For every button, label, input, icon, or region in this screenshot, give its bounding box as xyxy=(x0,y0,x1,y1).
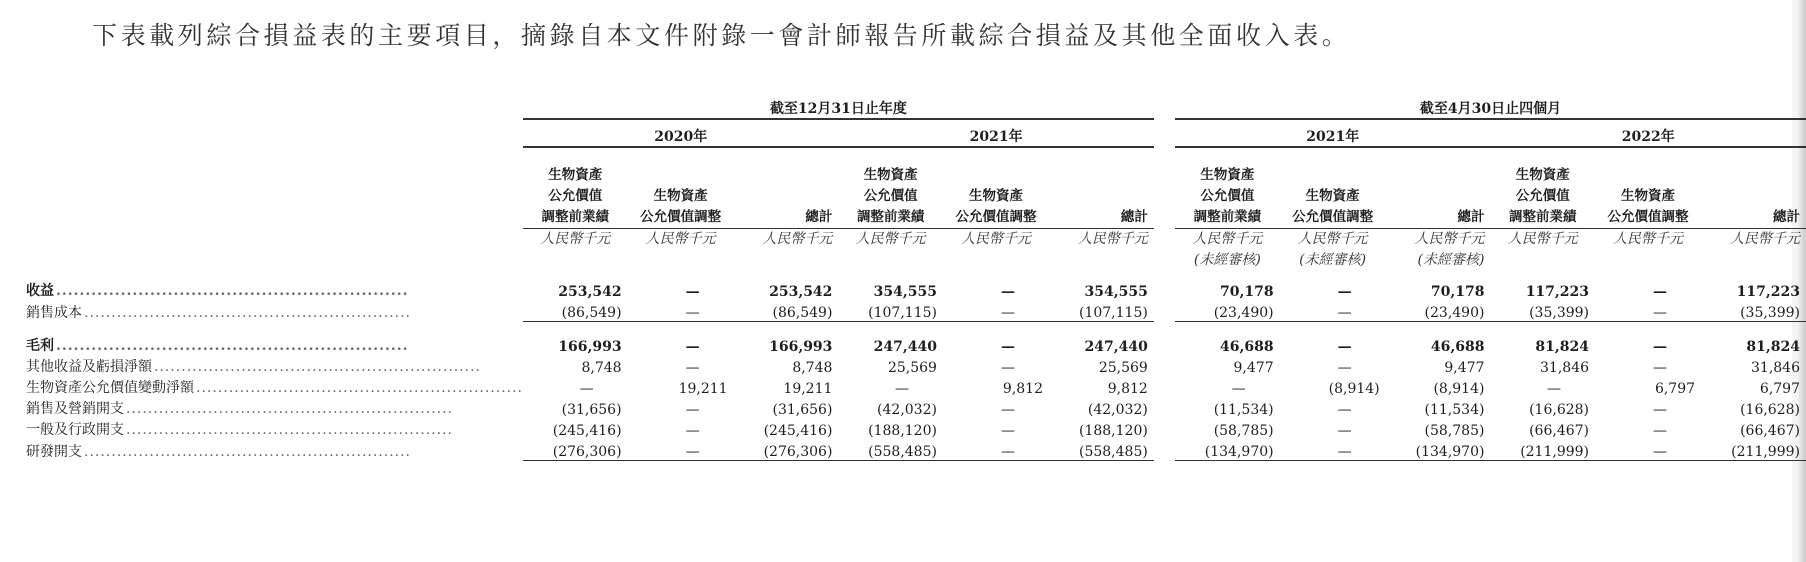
gap xyxy=(1154,376,1175,397)
unit-label: 人民幣千元 xyxy=(943,229,1049,280)
col-header-total: 總計 xyxy=(1773,209,1800,225)
table-cell: — xyxy=(1001,284,1015,300)
table-cell: (86,549) xyxy=(734,300,839,322)
header-line: 公允價值 xyxy=(548,188,603,204)
spacer xyxy=(1154,322,1175,335)
header-line: 人民幣千元 xyxy=(1297,231,1368,247)
period-header-annual: 截至12月31日止年度 xyxy=(523,92,1154,119)
table-cell: 19,211 xyxy=(783,381,833,397)
table-row xyxy=(26,334,1806,355)
table-cell: (188,120) xyxy=(1079,423,1148,439)
table-cell: 8,748 xyxy=(792,360,833,376)
header-line: 公允價值調整 xyxy=(955,209,1037,225)
unit-label xyxy=(1175,229,1280,280)
table-cell: 9,477 xyxy=(1233,360,1274,376)
header-line: 生物資產 xyxy=(968,188,1023,204)
row-label xyxy=(26,397,523,418)
table-row xyxy=(26,418,1806,439)
blank-unit xyxy=(26,229,523,280)
gap xyxy=(1154,147,1175,229)
row-label-text: 銷售成本 xyxy=(26,304,82,321)
gap xyxy=(1154,279,1175,300)
table-cell: 31,846 xyxy=(1751,360,1800,376)
table-cell: 117,223 xyxy=(1736,284,1800,300)
leader-dots: ............................................................ xyxy=(56,338,409,354)
table-cell: — xyxy=(1547,381,1562,397)
table-cell: 46,688 xyxy=(1430,339,1485,355)
table-cell: — xyxy=(1337,284,1352,300)
header-line: 生物資產 xyxy=(863,167,918,183)
spacer xyxy=(628,322,734,335)
year-header-2022-interim: 2022年 xyxy=(1490,119,1806,147)
table-cell: 9,477 xyxy=(1444,360,1485,376)
table-cell: 6,797 xyxy=(1759,381,1800,397)
table-cell: — xyxy=(1595,300,1701,322)
header-line: 生物資產 xyxy=(548,167,603,183)
col-header-fair-value-adjustment xyxy=(1280,147,1386,229)
table-cell: — xyxy=(1653,339,1668,355)
table-cell: 117,223 xyxy=(1525,284,1590,300)
header-line: 公允價值調整 xyxy=(640,209,722,225)
table-cell: 354,555 xyxy=(873,284,937,300)
leader-dots: ............................................................ xyxy=(126,401,454,417)
gap xyxy=(1154,334,1175,355)
table-cell: — xyxy=(1653,423,1668,439)
header-line: 公允價值 xyxy=(863,188,918,204)
table-cell: (58,785) xyxy=(1213,423,1274,439)
table-cell: — xyxy=(685,284,700,300)
table-cell: (35,399) xyxy=(1701,300,1806,322)
table-cell: — xyxy=(685,423,700,439)
row-label xyxy=(26,355,523,376)
table-cell: — xyxy=(1280,439,1386,461)
gap xyxy=(1154,229,1175,280)
table-cell: — xyxy=(1001,402,1015,418)
table-cell: — xyxy=(1231,381,1246,397)
table-cell: — xyxy=(1595,439,1701,461)
spacer xyxy=(838,322,943,335)
table-row xyxy=(26,439,1806,461)
unit-label: 人民幣千元 xyxy=(734,229,839,280)
row-label-text: 生物資產公允價值變動淨額 xyxy=(26,380,194,396)
period-header-interim: 截至4月30日止四個月 xyxy=(1175,92,1806,119)
leader-dots: ............................................................ xyxy=(84,443,412,460)
spacer xyxy=(943,322,1049,335)
spacer xyxy=(734,322,839,335)
table-cell: — xyxy=(1337,402,1352,418)
header-line: 人民幣千元 xyxy=(1192,231,1263,247)
table-cell: (66,467) xyxy=(1529,423,1590,439)
col-header-before-adjustment xyxy=(523,147,628,229)
unit-label: 人民幣千元 xyxy=(838,229,943,280)
header-line: 生物資產 xyxy=(1305,188,1360,204)
table-cell: 6,797 xyxy=(1654,381,1696,397)
table-cell: 253,542 xyxy=(769,284,833,300)
col-header-total: 總計 xyxy=(1120,209,1148,225)
table-cell: — xyxy=(685,402,700,418)
table-cell: 81,824 xyxy=(1746,339,1800,355)
row-label-text: 一般及行政開支 xyxy=(26,422,124,438)
table-cell: — xyxy=(1337,423,1352,439)
table-row xyxy=(26,279,1806,300)
leader-dots: ............................................................ xyxy=(196,380,524,396)
unit-label: 人民幣千元 xyxy=(1049,229,1154,280)
col-header-before-adjustment xyxy=(1175,147,1280,229)
table-cell: 25,569 xyxy=(887,360,937,376)
table-cell: (16,628) xyxy=(1740,402,1800,418)
table-cell: — xyxy=(1653,402,1668,418)
table-cell: (107,115) xyxy=(1049,300,1154,322)
table-cell: (42,032) xyxy=(1087,402,1148,418)
row-label xyxy=(26,279,523,300)
table-cell: (245,416) xyxy=(552,423,622,439)
table-cell: 70,178 xyxy=(1430,284,1485,300)
spacer xyxy=(1595,322,1701,335)
header-line: 調整前業績 xyxy=(856,209,925,225)
table-cell: 8,748 xyxy=(581,360,622,376)
table-cell: (276,306) xyxy=(523,439,628,461)
unit-label: 人民幣千元 xyxy=(628,229,734,280)
header-line: 公允價值調整 xyxy=(1607,209,1689,225)
leader-dots: ............................................................ xyxy=(84,304,412,321)
table-cell: — xyxy=(1280,300,1386,322)
table-cell: 46,688 xyxy=(1220,339,1274,355)
table-cell: 247,440 xyxy=(873,339,937,355)
leader-dots: ............................................................ xyxy=(56,283,409,299)
table-cell: (86,549) xyxy=(523,300,628,322)
table-cell: (31,656) xyxy=(561,402,622,418)
table-cell: — xyxy=(1001,423,1015,439)
gap xyxy=(1154,439,1175,461)
table-cell: (558,485) xyxy=(1049,439,1154,461)
table-cell: (11,534) xyxy=(1213,402,1274,418)
header-line: 調整前業績 xyxy=(1193,209,1262,225)
row-label-text: 毛利 xyxy=(26,338,54,354)
table-cell: — xyxy=(894,381,909,397)
spacer xyxy=(1175,322,1280,335)
row-label xyxy=(26,334,523,355)
col-header-before-adjustment xyxy=(838,147,943,229)
header-line: 生物資產 xyxy=(653,188,708,204)
income-statement-table xyxy=(26,92,1806,461)
header-line: 公允價值調整 xyxy=(1292,209,1374,225)
gap xyxy=(1154,397,1175,418)
table-cell: (245,416) xyxy=(763,423,833,439)
table-cell: (558,485) xyxy=(838,439,943,461)
table-cell: — xyxy=(1653,284,1668,300)
table-cell: (23,490) xyxy=(1175,300,1280,322)
table-cell: 247,440 xyxy=(1084,339,1148,355)
table-cell: (8,914) xyxy=(1328,381,1380,397)
table-cell: (276,306) xyxy=(734,439,839,461)
table-cell: 9,812 xyxy=(1002,381,1043,397)
header-line: (未經審核) xyxy=(1299,252,1367,268)
table-cell: (134,970) xyxy=(1386,439,1491,461)
table-cell: (23,490) xyxy=(1386,300,1491,322)
table-cell: (11,534) xyxy=(1424,402,1485,418)
header-line: 人民幣千元 xyxy=(1414,231,1485,247)
table-cell: 9,812 xyxy=(1107,381,1148,397)
table-cell: (107,115) xyxy=(838,300,943,322)
unit-label: 人民幣千元 xyxy=(1490,229,1595,280)
spacer xyxy=(1386,322,1491,335)
table-cell: (66,467) xyxy=(1740,423,1800,439)
header-line: 調整前業績 xyxy=(1508,209,1577,225)
table-cell: — xyxy=(1337,339,1352,355)
table-cell: — xyxy=(1001,339,1015,355)
table-cell: 70,178 xyxy=(1220,284,1274,300)
blank-header xyxy=(26,147,523,229)
table-row xyxy=(26,355,1806,376)
row-label-text: 其他收益及虧損淨額 xyxy=(26,359,152,375)
table-cell: 25,569 xyxy=(1098,360,1148,376)
table-cell: 354,555 xyxy=(1084,284,1148,300)
col-header-before-adjustment xyxy=(1490,147,1595,229)
year-header-2021-interim: 2021年 xyxy=(1175,119,1490,147)
table-cell: (35,399) xyxy=(1490,300,1595,322)
table-cell: — xyxy=(943,300,1049,322)
header-line: 公允價值 xyxy=(1200,188,1255,204)
row-label-text: 收益 xyxy=(26,283,54,299)
leader-dots: ............................................................ xyxy=(126,422,454,438)
table-cell: — xyxy=(1001,360,1015,376)
table-cell: — xyxy=(1653,360,1668,376)
spacer xyxy=(1490,322,1595,335)
header-line: 生物資產 xyxy=(1515,167,1570,183)
header-line: 調整前業績 xyxy=(541,209,610,225)
unit-label: 人民幣千元 xyxy=(1701,229,1806,280)
table-cell: (211,999) xyxy=(1701,439,1806,461)
spacer xyxy=(1049,322,1154,335)
col-header-fair-value-adjustment xyxy=(1595,147,1701,229)
table-cell: 31,846 xyxy=(1540,360,1590,376)
row-label xyxy=(26,376,523,397)
table-cell: 166,993 xyxy=(769,339,833,355)
table-cell: 253,542 xyxy=(558,284,622,300)
header-line: (未經審核) xyxy=(1417,252,1485,268)
table-cell: — xyxy=(579,381,594,397)
row-label xyxy=(26,300,523,322)
table-cell: — xyxy=(685,360,700,376)
header-line: 生物資產 xyxy=(1621,188,1676,204)
table-cell: — xyxy=(1337,360,1352,376)
table-cell: (42,032) xyxy=(877,402,937,418)
col-header-total: 總計 xyxy=(805,209,833,225)
year-header-2021: 2021年 xyxy=(838,119,1153,147)
table-row xyxy=(26,376,1806,397)
year-header-2020: 2020年 xyxy=(523,119,838,147)
gap xyxy=(1154,418,1175,439)
table-cell: (211,999) xyxy=(1490,439,1595,461)
row-label xyxy=(26,439,523,461)
table-cell: — xyxy=(685,339,700,355)
col-header-fair-value-adjustment xyxy=(628,147,734,229)
table-cell: (16,628) xyxy=(1529,402,1590,418)
gap xyxy=(1154,355,1175,376)
table-cell: (31,656) xyxy=(772,402,833,418)
table-cell: — xyxy=(943,439,1049,461)
table-cell: (188,120) xyxy=(868,423,937,439)
col-header-total: 總計 xyxy=(1457,209,1485,225)
unit-label xyxy=(1386,229,1491,280)
table-row xyxy=(26,300,1806,322)
spacer xyxy=(26,322,523,335)
header-line: (未經審核) xyxy=(1193,252,1261,268)
unit-label: 人民幣千元 xyxy=(1595,229,1701,280)
table-cell: (8,914) xyxy=(1433,381,1485,397)
leader-dots: ............................................................ xyxy=(154,359,482,375)
header-line: 生物資產 xyxy=(1200,167,1255,183)
table-cell: — xyxy=(628,439,734,461)
spacer xyxy=(1280,322,1386,335)
table-cell: 81,824 xyxy=(1535,339,1590,355)
table-cell: 19,211 xyxy=(678,381,728,397)
table-row xyxy=(26,397,1806,418)
table-cell: 166,993 xyxy=(558,339,622,355)
intro-text: 下表載列綜合損益表的主要項目，摘錄自本文件附錄一會計師報告所載綜合損益及其他全面收入表。 xyxy=(92,21,1351,50)
unit-label: 人民幣千元 xyxy=(523,229,628,280)
header-line: 公允價值 xyxy=(1515,188,1570,204)
spacer xyxy=(1701,322,1806,335)
row-label xyxy=(26,418,523,439)
col-header-fair-value-adjustment xyxy=(943,147,1049,229)
row-label-text: 銷售及營銷開支 xyxy=(26,401,124,417)
spacer xyxy=(523,322,628,335)
unit-label xyxy=(1280,229,1386,280)
row-label-text: 研發開支 xyxy=(26,443,82,460)
table-cell: (58,785) xyxy=(1424,423,1485,439)
table-cell: (134,970) xyxy=(1175,439,1280,461)
table-cell: — xyxy=(628,300,734,322)
gap xyxy=(1154,300,1175,322)
